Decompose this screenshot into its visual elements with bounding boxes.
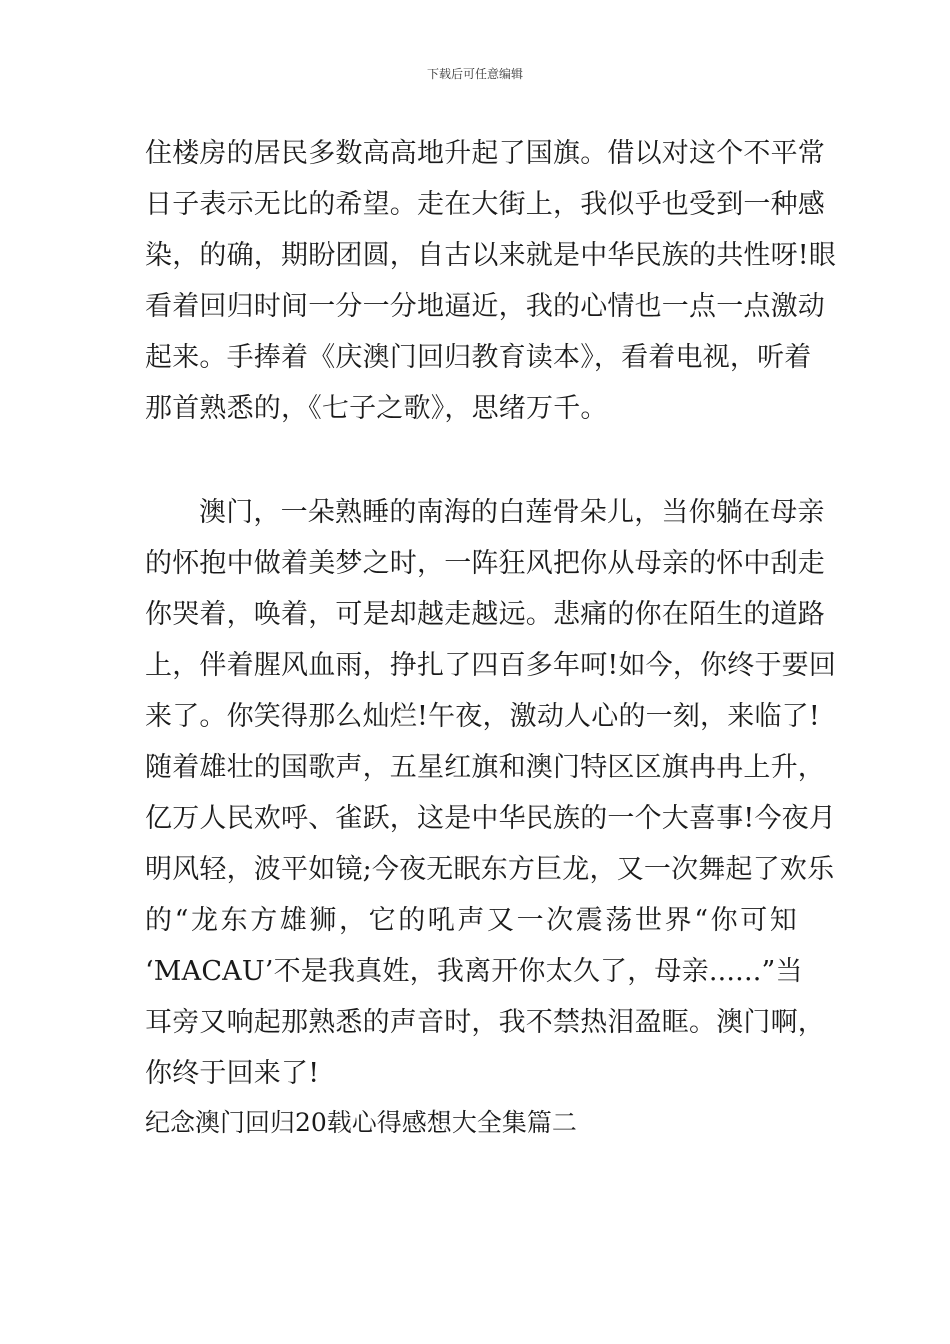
section-title: 纪念澳门回归20载心得感想大全集篇二: [145, 1108, 577, 1137]
paragraph-line: 你终于回来了!: [145, 1058, 320, 1089]
paragraph-line: 澳门，一朵熟睡的南海的白莲骨朵儿，当你躺在母亲: [199, 497, 825, 528]
paragraph-line: 来了。你笑得那么灿烂!午夜，激动人心的一刻，来临了!: [145, 701, 820, 732]
paragraph-line: 耳旁又响起那熟悉的声音时，我不禁热泪盈眶。澳门啊，: [145, 1007, 825, 1038]
paragraph-line: 的怀抱中做着美梦之时，一阵狂风把你从母亲的怀中刮走: [145, 548, 825, 579]
page-header: 下载后可任意编辑: [426, 67, 523, 81]
paragraph-line: 亿万人民欢呼、雀跃，这是中华民族的一个大喜事!今夜月: [145, 803, 837, 834]
paragraph-line: 日子表示无比的希望。走在大街上，我似乎也受到一种感: [145, 189, 825, 220]
paragraph-line: 明风轻，波平如镜;今夜无眠东方巨龙，又一次舞起了欢乐: [145, 854, 835, 885]
paragraph-line: 住楼房的居民多数高高地升起了国旗。借以对这个不平常: [145, 138, 825, 169]
paragraph-2: [145, 487, 837, 1099]
paragraph-line: 那首熟悉的，《七子之歌》，思绪万千。: [145, 393, 608, 424]
document-body: [145, 128, 837, 1145]
paragraph-line: 你哭着，唤着，可是却越走越远。悲痛的你在陌生的道路: [145, 599, 825, 630]
paragraph-line: 上，伴着腥风血雨，挣扎了四百多年呵!如今，你终于要回: [145, 650, 837, 681]
paragraph-1: [145, 128, 837, 434]
paragraph-line: 随着雄壮的国歌声，五星红旗和澳门特区区旗冉冉上升，: [145, 752, 825, 783]
paragraph-line: 染，的确，期盼团圆，自古以来就是中华民族的共性呀!眼: [145, 240, 837, 271]
paragraph-line: 看着回归时间一分一分地逼近，我的心情也一点一点激动: [145, 291, 825, 322]
paragraph-line: 的“龙东方雄狮，它的吼声又一次震荡世界“你可知: [145, 905, 800, 936]
paragraph-line: ‘MACAU’不是我真姓，我离开你太久了，母亲......”当: [145, 956, 803, 987]
paragraph-spacer: [145, 434, 810, 487]
paragraph-line: 起来。手捧着《庆澳门回归教育读本》，看着电视，听着: [145, 342, 812, 373]
